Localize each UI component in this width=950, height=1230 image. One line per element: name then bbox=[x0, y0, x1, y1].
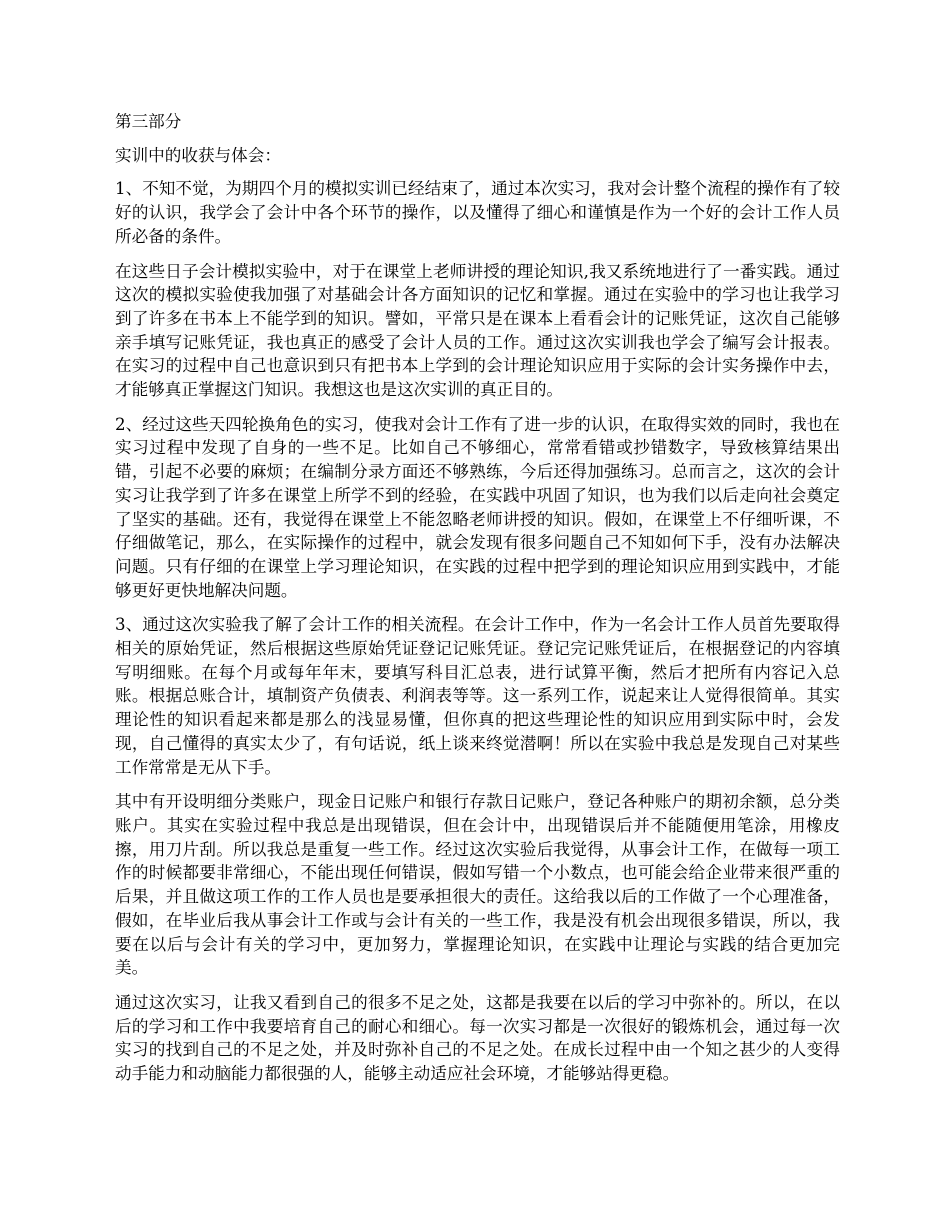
section-title: 第三部分 bbox=[115, 112, 182, 131]
paragraph-5: 其中有开设明细分类账户，现金日记账户和银行存款日记账户，登记各种账户的期初余额，总分类账户。其实在实验过程中我总是出现错误，但在会计中，出现错误后并不能随便用笔涂，用橡皮擦，用刀片刮。所以我总是重复一些工作。经过这次实验后我觉得，从事会计工作，在做每一项工作的时候都要非常细心，不能出现任何错误，假如写错一个小数点，也可能会给企业带来很严重的后果，并且做这项工作的工作人员也是要承担很大的责任。这给我以后的工作做了一个心理准备，假如，在毕业后我从事会计工作或与会计有关的一些工作，我是没有机会出现很多错误，所以，我要在以后与会计有关的学习中，更加努力，掌握理论知识，在实践中让理论与实践的结合更加完美。 bbox=[115, 792, 840, 978]
paragraph-4: 3、通过这次实验我了解了会计工作的相关流程。在会计工作中，作为一名会计工作人员首先要取得相关的原始凭证，然后根据这些原始凭证登记记账凭证。登记完记账凭证后，在根据登记的内容填写明细账。在每个月或每年年末，要填写科目汇总表，进行试算平衡，然后才把所有内容记入总账。根据总账合计，填制资产负债表、利润表等等。这一系列工作，说起来让人觉得很简单。其实理论性的知识看起来都是那么的浅显易懂，但你真的把这些理论性的知识应用到实际中时，会发现，自己懂得的真实太少了，有句话说，纸上谈来终觉潜啊！所以在实验中我总是发现自己对某些工作常常是无从下手。 bbox=[115, 615, 840, 777]
paragraph-1: 1、不知不觉，为期四个月的模拟实训已经结束了，通过本次实习，我对会计整个流程的操作有了较好的认识，我学会了会计中各个环节的操作，以及懂得了细心和谨慎是作为一个好的会计工作人员所必备的条件。 bbox=[115, 179, 840, 246]
paragraph-3: 2、经过这些天四轮换角色的实习，使我对会计工作有了进一步的认识，在取得实效的同时，我也在实习过程中发现了自身的一些不足。比如自己不够细心，常常看错或抄错数字，导致核算结果出错，引起不必要的麻烦；在编制分录方面还不够熟练，今后还得加强练习。总而言之，这次的会计实习让我学到了许多在课堂上所学不到的经验，在实践中巩固了知识，也为我们以后走向社会奠定了坚实的基础。还有，我觉得在课堂上不能忽略老师讲授的知识。假如，在课堂上不仔细听课，不仔细做笔记，那么，在实际操作的过程中，就会发现有很多问题自己不知如何下手，没有办法解决问题。只有仔细的在课堂上学习理论知识，在实践的过程中把学到的理论知识应用到实践中，才能够更好更快地解决问题。 bbox=[115, 414, 840, 600]
section-subtitle: 实训中的收获与体会： bbox=[115, 145, 281, 165]
paragraph-6: 通过这次实习，让我又看到自己的很多不足之处，这都是我要在以后的学习中弥补的。所以，在以后的学习和工作中我要培育自己的耐心和细心。每一次实习都是一次很好的锻炼机会，通过每一次实习的找到自己的不足之处，并及时弥补自己的不足之处。在成长过程中由一个知之甚少的人变得动手能力和动脑能力都很强的人，能够主动适应社会环境，才能够站得更稳。 bbox=[115, 992, 840, 1084]
paragraph-2: 在这些日子会计模拟实验中，对于在课堂上老师讲授的理论知识,我又系统地进行了一番实践。通过这次的模拟实验使我加强了对基础会计各方面知识的记忆和掌握。通过在实验中的学习也让我学习到了许多在书本上不能学到的知识。譬如，平常只是在课本上看看会计的记账凭证，这次自己能够亲手填写记账凭证，我也真正的感受了会计人员的工作。通过这次实训我也学会了编写会计报表。在实习的过程中自己也意识到只有把书本上学到的会计理论知识应用于实际的会计实务操作中去，才能够真正掌握这门知识。我想这也是这次实训的真正目的。 bbox=[115, 261, 840, 400]
document-page bbox=[115, 110, 840, 1097]
